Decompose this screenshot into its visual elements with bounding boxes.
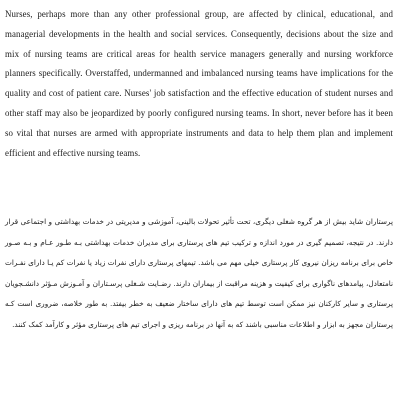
english-paragraph: Nurses, perhaps more than any other professional group, are affected by clinical, educational, and managerial developments in the health and social services. Consequently, decisions about the size and mix of nursing teams are critical areas for health service managers generally and nursing workforce planners specifically. Overstaffed, undermanned and imbalanced nursing teams have implications for the quality and cost of patient care. Nurses' job satisfaction and the effective education of student nurses and other staff may also be jeopardized by poorly configured nursing teams. In short, never before has it been so vital that nurses are armed with appropriate instruments and data to help them plan and implement efficient and effective nursing teams. — [5, 9, 393, 158]
persian-paragraph: پرستاران شاید بیش از هر گروه شغلی دیگری، تحت تأثیر تحولات بالینی، آموزشی و مدیریتی در خدمات بهداشتی و اجتماعی قرار دارند. در نتیجه، تصمیم گیری در مورد اندازه و ترکیب تیم های پرستاری برای مدیران خدمات بهداشتی بـه طـور عـام و بـه صـور خاص برای برنامه ریزان نیروی کار پرستاری خیلی مهم می باشد. تیمهای پرستاری دارای نفرات زیاد یا نفرات کم یـا دارای نفـرات نامتعادل، پیامدهای ناگواری برای کیفیت و هزینه مراقبت از بیماران دارند. رضـایت شـغلی پرسـتاران و آمـوزش مـؤثر دانشـجویان پرستاری و سایر کارکنان نیز ممکن است توسط تیم های دارای ساختار ضعیف به خطر بیفتد. به طور خلاصه، ضروری است کـه پرستاران مجهز به ابزار و اطلاعات مناسبی باشند که به آنها در برنامه ریزی و اجرای تیم های پرستاری مؤثر و کارآمد کمک کنند. — [5, 217, 393, 329]
